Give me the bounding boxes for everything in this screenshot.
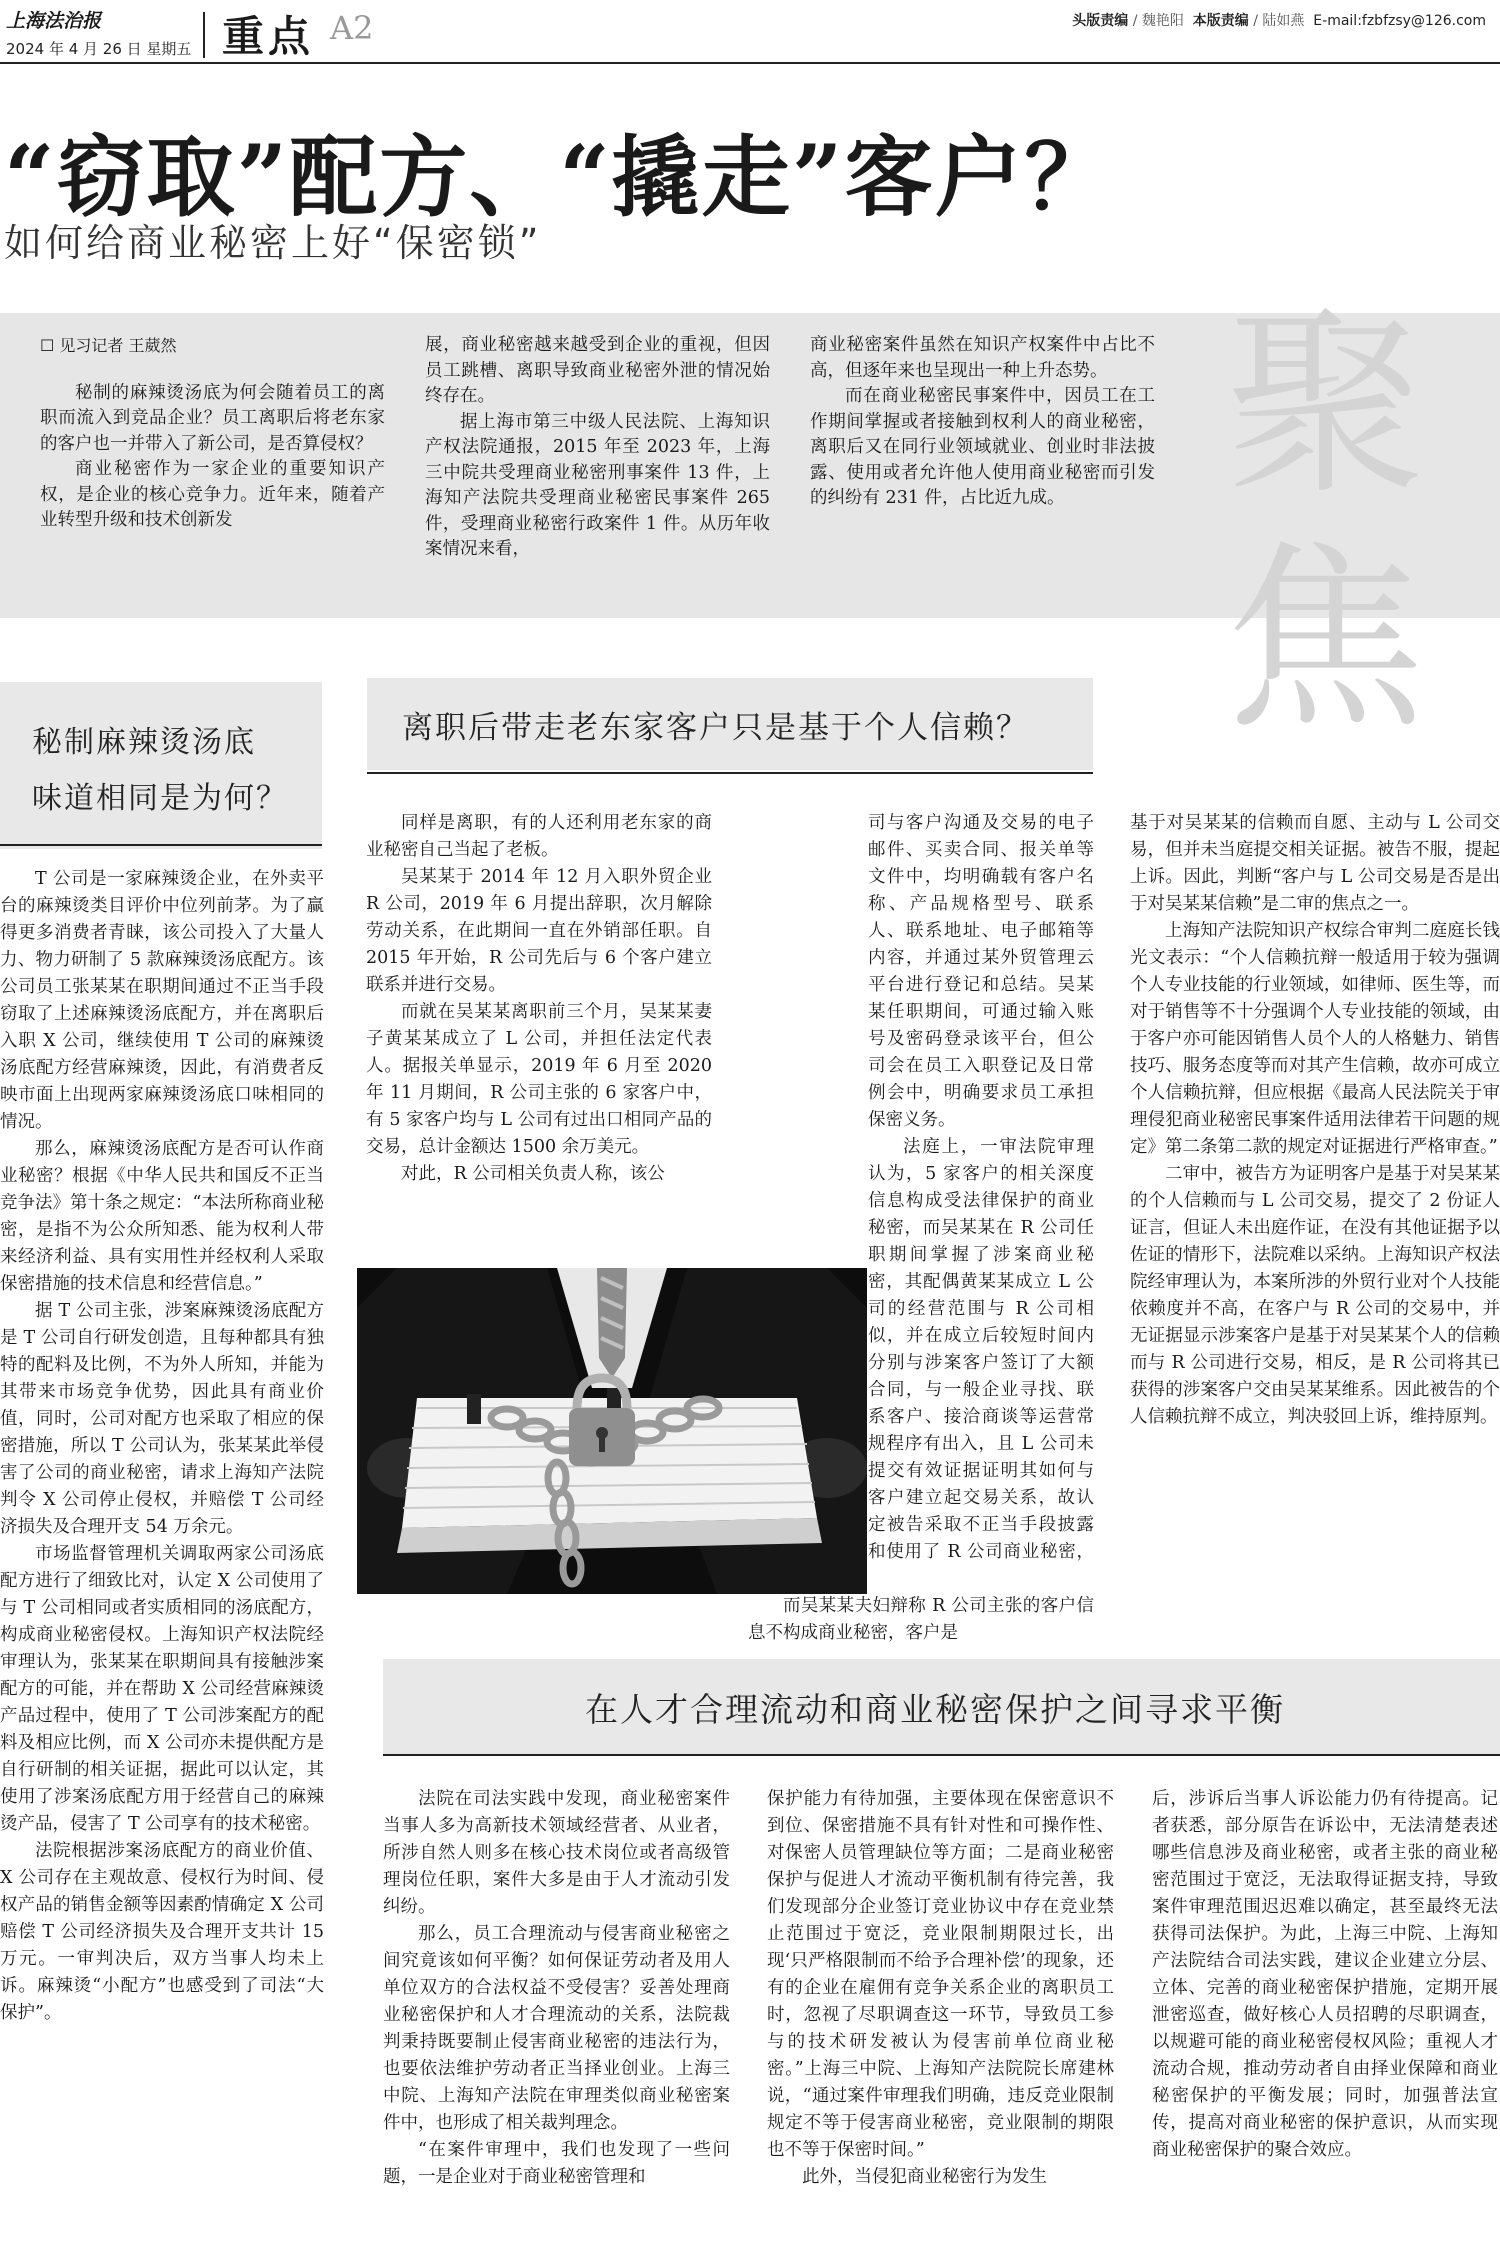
focus-watermark: 聚焦 [1224, 289, 1425, 757]
locked-folder-photo [357, 1268, 867, 1594]
editor-front: 魏艳阳 [1141, 13, 1184, 29]
editors-label-front: 头版责编 [1072, 13, 1129, 29]
dateline: 2024 年 4 月 26 日 星期五 [6, 40, 192, 58]
paragraph: 秘制的麻辣烫汤底为何会随着员工的离职而流入到竞品企业？员工离职后将老东家的客户也一并带入了新公司，是否算侵权？ [40, 382, 385, 454]
paragraph: 展，商业秘密越来越受到企业的重视，但因员工跳槽、离职导致商业秘密外泄的情况始终存在。 [425, 335, 770, 406]
section2-col-3 [1130, 810, 1500, 1431]
paragraph: 吴某某于 2014 年 12 月入职外贸企业 R 公司，2019 年 6 月提出辞职，次月解除劳动关系，在此期间一直在外销部任职。自 2015 年开始，R 公司先后与 6 个客户建立联系并进行交易。 [366, 867, 712, 995]
header-rule [0, 62, 1500, 64]
paragraph: 商业秘密案件虽然在知识产权案件中占比不高，但逐年来也呈现出一种上升态势。 [810, 335, 1155, 381]
intro-col-3 [810, 333, 1155, 512]
paragraph: “在案件审理中，我们也发现了一些问题，一是企业对于商业秘密管理和 [383, 2140, 730, 2187]
paragraph: 那么，麻辣烫汤底配方是否可认作商业秘密？根据《中华人民共和国反不正当竞争法》第十条之规定：“本法所称商业秘密，是指不为公众所知悉、能为权利人带来经济利益、具有实用性并经权利人采取保密措施的技术信息和经营信息。” [0, 1139, 324, 1294]
paragraph: 司与客户沟通及交易的电子邮件、买卖合同、报关单等文件中，均明确载有客户名称、产品规格型号、联系人、联系地址、电子邮箱等内容，并通过某外贸管理云平台进行登记和总结。吴某某任职期间，可通过输入账号及密码登录该平台，但公司会在员工入职登记及日常例会中，明确要求员工承担保密义务。 [868, 813, 1094, 1130]
paragraph: 据上海市第三中级人民法院、上海知识产权法院通报，2015 年至 2023 年，上海三中院共受理商业秘密刑事案件 13 件，上海知产法院共受理商业秘密民事案件 265 件，受理商业秘密行政案件 1 件。从历年收案情况来看， [425, 411, 770, 559]
section2-col-1 [366, 810, 712, 1188]
section3-header [383, 1659, 1500, 1754]
contact-email: E-mail:fzbfzsy@126.com [1313, 13, 1486, 29]
paragraph: 而就在吴某某离职前三个月，吴某某妻子黄某某成立了 L 公司，并担任法定代表人。据报关单显示，2019 年 6 月至 2020 年 11 月期间，R 公司主张的 6 家客户中，有 5 家客户均与 L 公司有过出口相同产品的交易，总计金额达 1500 余万美元。 [366, 1002, 712, 1157]
section3-rule [383, 1754, 1500, 1756]
paragraph: 后，涉诉后当事人诉讼能力仍有待提高。记者获悉，部分原告在诉讼中，无法清楚表述哪些信息涉及商业秘密，或者主张的商业秘密范围过于宽泛，无法取得证据支持，导致案件审理范围迟迟难以确定，甚至最终无法获得司法保护。为此，上海三中院、上海知产法院结合司法实践，建议企业建立分层、立体、完善的商业秘密保护措施，定期开展泄密巡查，做好核心人员招聘的尽职调查，以规避可能的商业秘密侵权风险；重视人才流动合规，推动劳动者自由择业保障和商业秘密保护的平衡发展；同时，加强普法宣传，提高对商业秘密的保护意识，从而实现商业秘密保护的聚合效应。 [1152, 1789, 1498, 2160]
editors-line: 头版责编 / 魏艳阳 本版责编 / 陆如燕 E-mail:fzbfzsy@126.com [1072, 13, 1486, 29]
editor-page: 陆如燕 [1262, 13, 1305, 29]
paragraph: 保护能力有待加强，主要体现在保密意识不到位、保密措施不具有针对性和可操作性、对保密人员管理缺位等方面；二是商业秘密保护与促进人才流动平衡机制有待完善，我们发现部分企业签订竞业协议中存在竞业禁止范围过于宽泛，竞业限制期限过长，出现‘只严格限制而不给予合理补偿’的现象，还有的企业在雇佣有竞争关系企业的离职员工时，忽视了尽职调查这一环节，导致员工参与的技术研发被认为侵害前单位商业秘密。”上海三中院、上海知产法院院长席建林说，“通过案件审理我们明确，违反竞业限制规定不等于侵害商业秘密，竞业限制的期限也不等于保密时间。” [767, 1789, 1114, 2160]
section3-col-2 [767, 1786, 1114, 2191]
byline: ☐ 见习记者 王葳然 [40, 336, 177, 355]
masthead: 上海法治报 [6, 10, 102, 32]
paragraph: T 公司是一家麻辣烫企业，在外卖平台的麻辣烫类目评价中位列前茅。为了赢得更多消费者青睐，该公司投入了大量人力、物力研制了 5 款麻辣烫汤底配方。该公司员工张某某在职期间通过不正当手段窃取了上述麻辣烫汤底配方，并在离职后入职 X 公司，继续使用 T 公司的麻辣烫汤底配方经营麻辣烫，因此，有消费者反映市面上出现两家麻辣烫汤底口味相同的情况。 [0, 869, 324, 1132]
paragraph: 而吴某某夫妇辩称 R 公司主张的客户信息不构成商业秘密，客户是 [748, 1596, 1094, 1643]
paragraph: 二审中，被告方为证明客户是基于对吴某某的个人信赖而与 L 公司交易，提交了 2 份证人证言，但证人未出庭作证，在没有其他证据予以佐证的情形下，法院难以采纳。上海知识产权法院经审理认为，本案所涉的外贸行业对个人技能依赖度并不高，在客户与 R 公司的交易中，并无证据显示涉案客户是基于对吴某某个人的信赖而与 R 公司进行交易，相反，是 R 公司将其已获得的涉案客户交由吴某某维系。因此被告的个人信赖抗辩不成立，判决驳回上诉，维持原判。 [1130, 1164, 1500, 1427]
paragraph: 法庭上，一审法院审理认为，5 家客户的相关深度信息构成受法律保护的商业秘密，而吴某某在 R 公司任职期间掌握了涉案商业秘密，其配偶黄某某成立 L 公司的经营范围与 R 公司相似，并在成立后较短时间内分别与涉案客户签订了大额合同，与一般企业寻找、联系客户、接洽商谈等运营常规程序有出入，且 L 公司未提交有效证据证明其如何与客户建立起交易关系，故认定被告采取不正当手段披露和使用了 R 公司商业秘密， [868, 1137, 1094, 1562]
header-divider [203, 12, 205, 58]
section2-rule [367, 772, 1093, 774]
paragraph: 法院在司法实践中发现，商业秘密案件当事人多为高新技术领域经营者、从业者，所涉自然人则多在核心技术岗位或者高级管理岗位任职，案件大多是由于人才流动引发纠纷。 [383, 1789, 730, 1917]
paragraph: 市场监督管理机关调取两家公司汤底配方进行了细致比对，认定 X 公司使用了与 T 公司相同或者实质相同的汤底配方，构成商业秘密侵权。上海知识产权法院经审理认为，张某某在职期间具有接触涉案配方的可能，并在帮助 X 公司经营麻辣烫产品过程中，使用了 T 公司涉案配方的配料及相应比例，而 X 公司亦未提供配方是自行研制的相关证据，据此可以认定，其使用了涉案汤底配方用于经营自己的麻辣烫产品，侵害了 T 公司享有的技术秘密。 [0, 1544, 324, 1834]
subheadline: 如何给商业秘密上好“保密锁” [4, 221, 542, 265]
paragraph: 商业秘密作为一家企业的重要知识产权，是企业的核心竞争力。近年来，随着产业转型升级和技术创新发 [40, 459, 385, 530]
section3-title: 在人才合理流动和商业秘密保护之间寻求平衡 [585, 1690, 1285, 1729]
section1-title-line1: 秘制麻辣烫汤底 [32, 725, 256, 760]
section1-title-line2: 味道相同是为何？ [32, 781, 288, 816]
intro-col-2 [425, 333, 770, 563]
section1-header [0, 682, 322, 849]
paragraph: 而在商业秘密民事案件中，因员工在工作期间掌握或者接触到权利人的商业秘密，离职后又在同行业领域就业、创业时非法披露、使用或者允许他人使用商业秘密而引发的纠纷有 231 件，占比近九成。 [810, 386, 1155, 508]
paragraph: 据 T 公司主张，涉案麻辣烫汤底配方是 T 公司自行研发创造，且每种都具有独特的配料及比例，不为外人所知，并能为其带来市场竞争优势，因此具有商业价值，同时，公司对配方也采取了相应的保密措施，所以 T 公司认为，张某某此举侵害了公司的商业秘密，请求上海知产法院判令 X 公司停止侵权，并赔偿 T 公司经济损失及合理开支 54 万余元。 [0, 1301, 324, 1537]
section3-col-1 [383, 1786, 730, 2191]
section1-rule [0, 844, 322, 846]
section3-col-3 [1152, 1786, 1498, 2164]
headline: “窃取”配方、“撬走”客户？ [4, 125, 1115, 229]
paragraph: 上海知产法院知识产权综合审判二庭庭长钱光文表示：“个人信赖抗辩一般适用于较为强调个人专业技能的行业领域，如律师、医生等，而对于销售等不十分强调个人专业技能的领域，由于客户亦可能因销售人员个人的人格魅力、销售技巧、服务态度等而对其产生信赖，故亦可成立个人信赖抗辩，但应根据《最高人民法院关于审理侵犯商业秘密民事案件适用法律若干问题的规定》第二条第二款的规定对证据进行严格审查。” [1130, 921, 1500, 1157]
paragraph: 法院根据涉案汤底配方的商业价值、X 公司存在主观故意、侵权行为时间、侵权产品的销售金额等因素酌情确定 X 公司赔偿 T 公司经济损失及合理开支共计 15 万元。一审判决后，双方当事人均未上诉。麻辣烫“小配方”也感受到了司法“大保护”。 [0, 1841, 324, 2023]
section2-title: 离职后带走老东家客户只是基于个人信赖？ [402, 710, 1029, 746]
paragraph: 对此，R 公司相关负责人称，该公 [401, 1164, 665, 1184]
paragraph: 基于对吴某某的信赖而自愿、主动与 L 公司交易，但并未当庭提交相关证据。被告不服，提起上诉。因此，判断“客户与 L 公司交易是否是出于对吴某某信赖”是二审的焦点之一。 [1130, 813, 1500, 914]
section-name: 重点 [222, 12, 315, 61]
paragraph: 此外，当侵犯商业秘密行为发生 [802, 2167, 1047, 2187]
editors-label-page: 本版责编 [1192, 13, 1249, 29]
paragraph: 同样是离职，有的人还利用老东家的商业秘密自己当起了老板。 [366, 813, 712, 860]
page-code: A2 [330, 9, 374, 47]
section1-body [0, 866, 324, 2027]
intro-col-1 [40, 333, 385, 534]
paragraph: 那么，员工合理流动与侵害商业秘密之间究竟该如何平衡？如何保证劳动者及用人单位双方的合法权益不受侵害？妥善处理商业秘密保护和人才合理流动的关系，法院裁判秉持既要制止侵害商业秘密的违法行为，也要依法维护劳动者正当择业创业。上海三中院、上海知产法院在审理类似商业秘密案件中，也形成了相关裁判理念。 [383, 1924, 730, 2133]
section2-header [367, 678, 1093, 770]
